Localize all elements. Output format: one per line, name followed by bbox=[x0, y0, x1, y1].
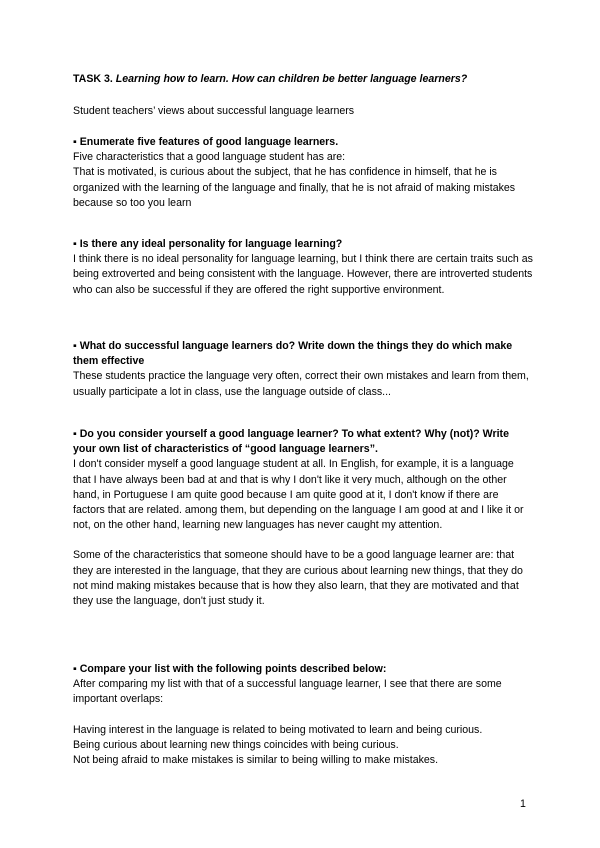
question-4: ▪ Do you consider yourself a good language learner? To what extent? Why (not)? Write your own list of characteristics of “good language learners”. bbox=[73, 428, 509, 456]
subtitle: Student teachers’ views about successful language learners bbox=[73, 105, 355, 117]
section-2 bbox=[73, 237, 533, 298]
answer-3: These students practice the language very often, correct their own mistakes and learn from them, usually participate a lot in class, use the language outside of class... bbox=[73, 370, 529, 398]
question-5: ▪ Compare your list with the following points described below: bbox=[73, 663, 387, 675]
section-4 bbox=[73, 427, 533, 609]
answer-5-paragraph-1: After comparing my list with that of a successful language learner, I see that there are some important overlaps: bbox=[73, 678, 502, 706]
section-5 bbox=[73, 662, 533, 768]
question-3: ▪ What do successful language learners do? Write down the things they do which make them effective bbox=[73, 340, 513, 368]
task-heading bbox=[73, 72, 533, 87]
task-title: Learning how to learn. How can children be better language learners? bbox=[115, 73, 468, 85]
answer-1-line-1: Five characteristics that a good language student has are: bbox=[73, 151, 346, 164]
task-prefix: TASK 3. bbox=[73, 73, 116, 85]
answer-4-paragraph-1: I don't consider myself a good language student at all. In English, for example, it is a language that I have always been bad at and that is why I don't like it very much, although on the other hand, in Portuguese I am quite good because I am quite good at it, I don't know if there are factors that are related. among them, but depending on the language I am good at and I like it or not, on the other hand, learning new languages has never caught my attention. bbox=[73, 458, 524, 532]
answer-5-line-4: Not being afraid to make mistakes is similar to being willing to make mistakes. bbox=[73, 754, 439, 767]
answer-5-line-3: Being curious about learning new things coincides with being curious. bbox=[73, 738, 399, 751]
answer-5-line-2: Having interest in the language is related to being motivated to learn and being curious. bbox=[73, 723, 483, 736]
answer-1-paragraph-2: That is motivated, is curious about the subject, that he has confidence in himself, that he is organized with the learning of the language and finally, that he is not afraid of making mistakes because so too you learn bbox=[73, 166, 516, 209]
answer-2: I think there is no ideal personality for language learning, but I think there are certain traits such as being extroverted and being consistent with the language. However, there are introverted students who can also be successful if they are offered the right supportive environment. bbox=[73, 253, 533, 296]
answer-4-paragraph-2: Some of the characteristics that someone should have to be a good language learner are: that they are interested in the language, that they are curious about learning new things, that they do not mind making mistakes because that is how they also learn, that they are motivated and that they use the language, don't just study it. bbox=[73, 549, 523, 608]
question-2: ▪ Is there any ideal personality for language learning? bbox=[73, 238, 343, 250]
question-1: ▪ Enumerate five features of good language learners. bbox=[73, 136, 339, 148]
section-1 bbox=[73, 135, 533, 211]
section-3 bbox=[73, 339, 533, 400]
page-number: 1 bbox=[520, 798, 526, 810]
